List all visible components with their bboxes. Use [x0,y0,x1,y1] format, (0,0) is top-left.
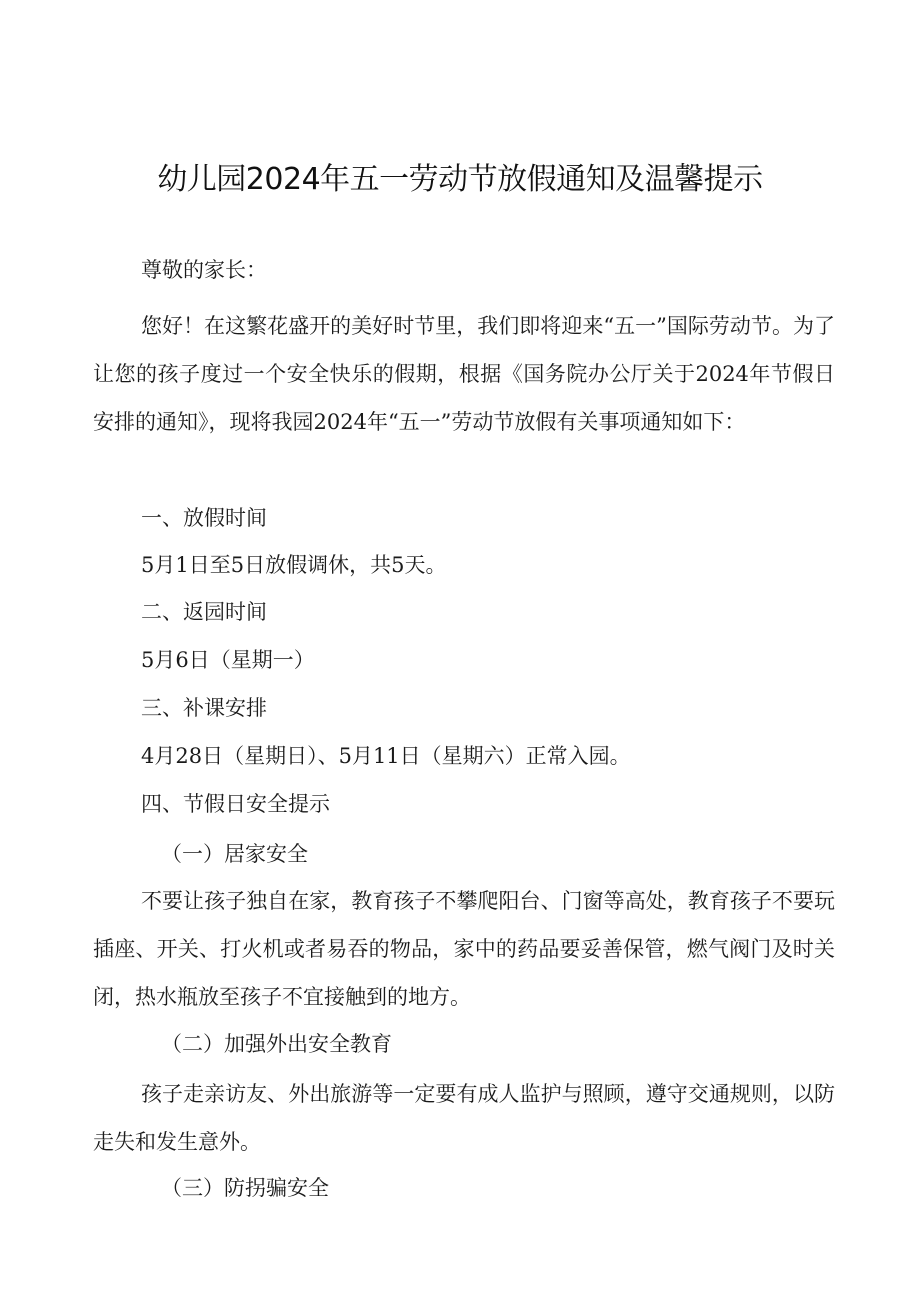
holiday-heading: 一、放假时间 [141,506,267,530]
makeup-text: 4月28日（星期日）、5月11日（星期六）正常入园。 [141,744,631,768]
makeup-heading: 三、补课安排 [141,696,267,720]
home-safety-heading: （一）居家安全 [161,842,308,866]
return-heading: 二、返园时间 [141,600,267,624]
document-title: 幼儿园2024年五一劳动节放假通知及温馨提示 [157,162,763,197]
outing-safety-text: 孩子走亲访友、外出旅游等一定要有成人监护与照顾，遵守交通规则，以防走失和发生意外。 [93,1082,835,1154]
holiday-text: 5月1日至5日放假调休，共5天。 [141,553,447,577]
abduction-safety-heading: （三）防拐骗安全 [161,1176,329,1200]
return-text: 5月6日（星期一） [141,648,315,672]
outing-safety-heading: （二）加强外出安全教育 [161,1032,392,1056]
safety-heading: 四、节假日安全提示 [141,792,330,816]
salutation: 尊敬的家长： [141,258,267,282]
home-safety-text: 不要让孩子独自在家，教育孩子不攀爬阳台、门窗等高处，教育孩子不要玩插座、开关、打火机或者易吞的物品，家中的药品要妥善保管，燃气阀门及时关闭，热水瓶放至孩子不宜接触到的地方。 [93,889,835,1009]
intro-paragraph: 您好！在这繁花盛开的美好时节里，我们即将迎来“五一”国际劳动节。为了让您的孩子度过一个安全快乐的假期，根据《国务院办公厅关于2024年节假日安排的通知》，现将我园2024年“五一”劳动节放假有关事项通知如下： [93,314,835,434]
